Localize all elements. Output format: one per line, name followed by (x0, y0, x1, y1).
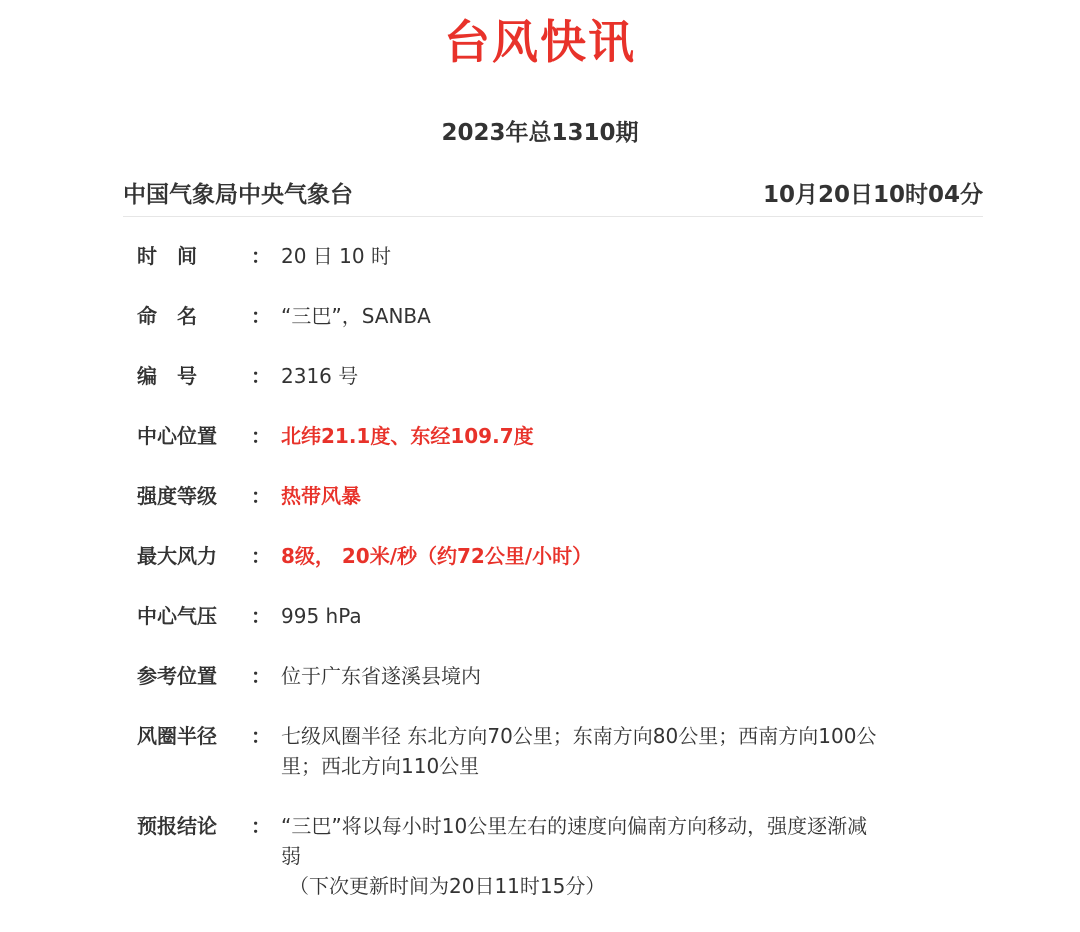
label-colon: ： (251, 664, 271, 688)
value-name: “三巴”，SANBA (281, 304, 431, 328)
row-pressure (137, 601, 977, 661)
row-max-wind (137, 541, 977, 601)
label-colon: ： (251, 244, 271, 268)
label-name (137, 301, 281, 331)
label-time (137, 241, 281, 271)
page-title: 台风快讯 (444, 15, 636, 69)
row-time (137, 241, 977, 301)
row-name (137, 301, 977, 361)
row-forecast (137, 811, 977, 901)
value-pressure: 995 hPa (281, 604, 362, 628)
label-colon: ： (251, 724, 271, 748)
typhoon-details (137, 241, 977, 901)
label-wind-radius (137, 721, 281, 751)
row-center-position (137, 421, 977, 481)
label-time-text: 时 间 (137, 244, 197, 268)
value-wind-radius (281, 721, 977, 781)
value-intensity: 热带风暴 (281, 484, 361, 508)
wind-radius-line-2: 里；西北方向110公里 (281, 754, 480, 778)
bulletin-header (123, 176, 983, 217)
value-forecast (281, 811, 977, 901)
label-colon: ： (251, 304, 271, 328)
label-pressure-text: 中心气压 (137, 604, 217, 628)
label-colon: ： (251, 484, 271, 508)
label-forecast-text: 预报结论 (137, 814, 217, 838)
forecast-line-2: 弱 (281, 844, 301, 868)
value-max-wind: 8级， 20米/秒（约72公里/小时） (281, 544, 593, 568)
label-reference (137, 661, 281, 691)
label-colon: ： (251, 814, 271, 838)
value-center-position: 北纬21.1度、东经109.7度 (281, 424, 534, 448)
label-colon: ： (251, 364, 271, 388)
label-number (137, 361, 281, 391)
value-reference: 位于广东省遂溪县境内 (281, 664, 481, 688)
issued-time: 10月20日10时04分 (762, 182, 983, 208)
value-number: 2316 号 (281, 364, 359, 388)
row-reference (137, 661, 977, 721)
label-number-text: 编 号 (137, 364, 197, 388)
label-center-position-text: 中心位置 (137, 424, 217, 448)
label-intensity-text: 强度等级 (137, 484, 217, 508)
label-intensity (137, 481, 281, 511)
label-name-text: 命 名 (137, 304, 197, 328)
next-update-note: （下次更新时间为20日11时15分） (289, 874, 606, 898)
forecast-line-1: “三巴”将以每小时10公里左右的速度向偏南方向移动，强度逐渐减 (281, 814, 868, 838)
label-forecast (137, 811, 281, 841)
value-time: 20 日 10 时 (281, 244, 391, 268)
row-number (137, 361, 977, 421)
label-pressure (137, 601, 281, 631)
wind-radius-line-1: 七级风圈半径 东北方向70公里；东南方向80公里；西南方向100公 (281, 724, 877, 748)
label-max-wind (137, 541, 281, 571)
label-max-wind-text: 最大风力 (137, 544, 217, 568)
row-intensity (137, 481, 977, 541)
row-wind-radius (137, 721, 977, 811)
label-wind-radius-text: 风圈半径 (137, 724, 217, 748)
agency-name: 中国气象局中央气象台 (123, 182, 353, 208)
issue-number: 2023年总1310期 (441, 120, 639, 146)
label-colon: ： (251, 604, 271, 628)
label-colon: ： (251, 424, 271, 448)
label-center-position (137, 421, 281, 451)
label-reference-text: 参考位置 (137, 664, 217, 688)
label-colon: ： (251, 544, 271, 568)
